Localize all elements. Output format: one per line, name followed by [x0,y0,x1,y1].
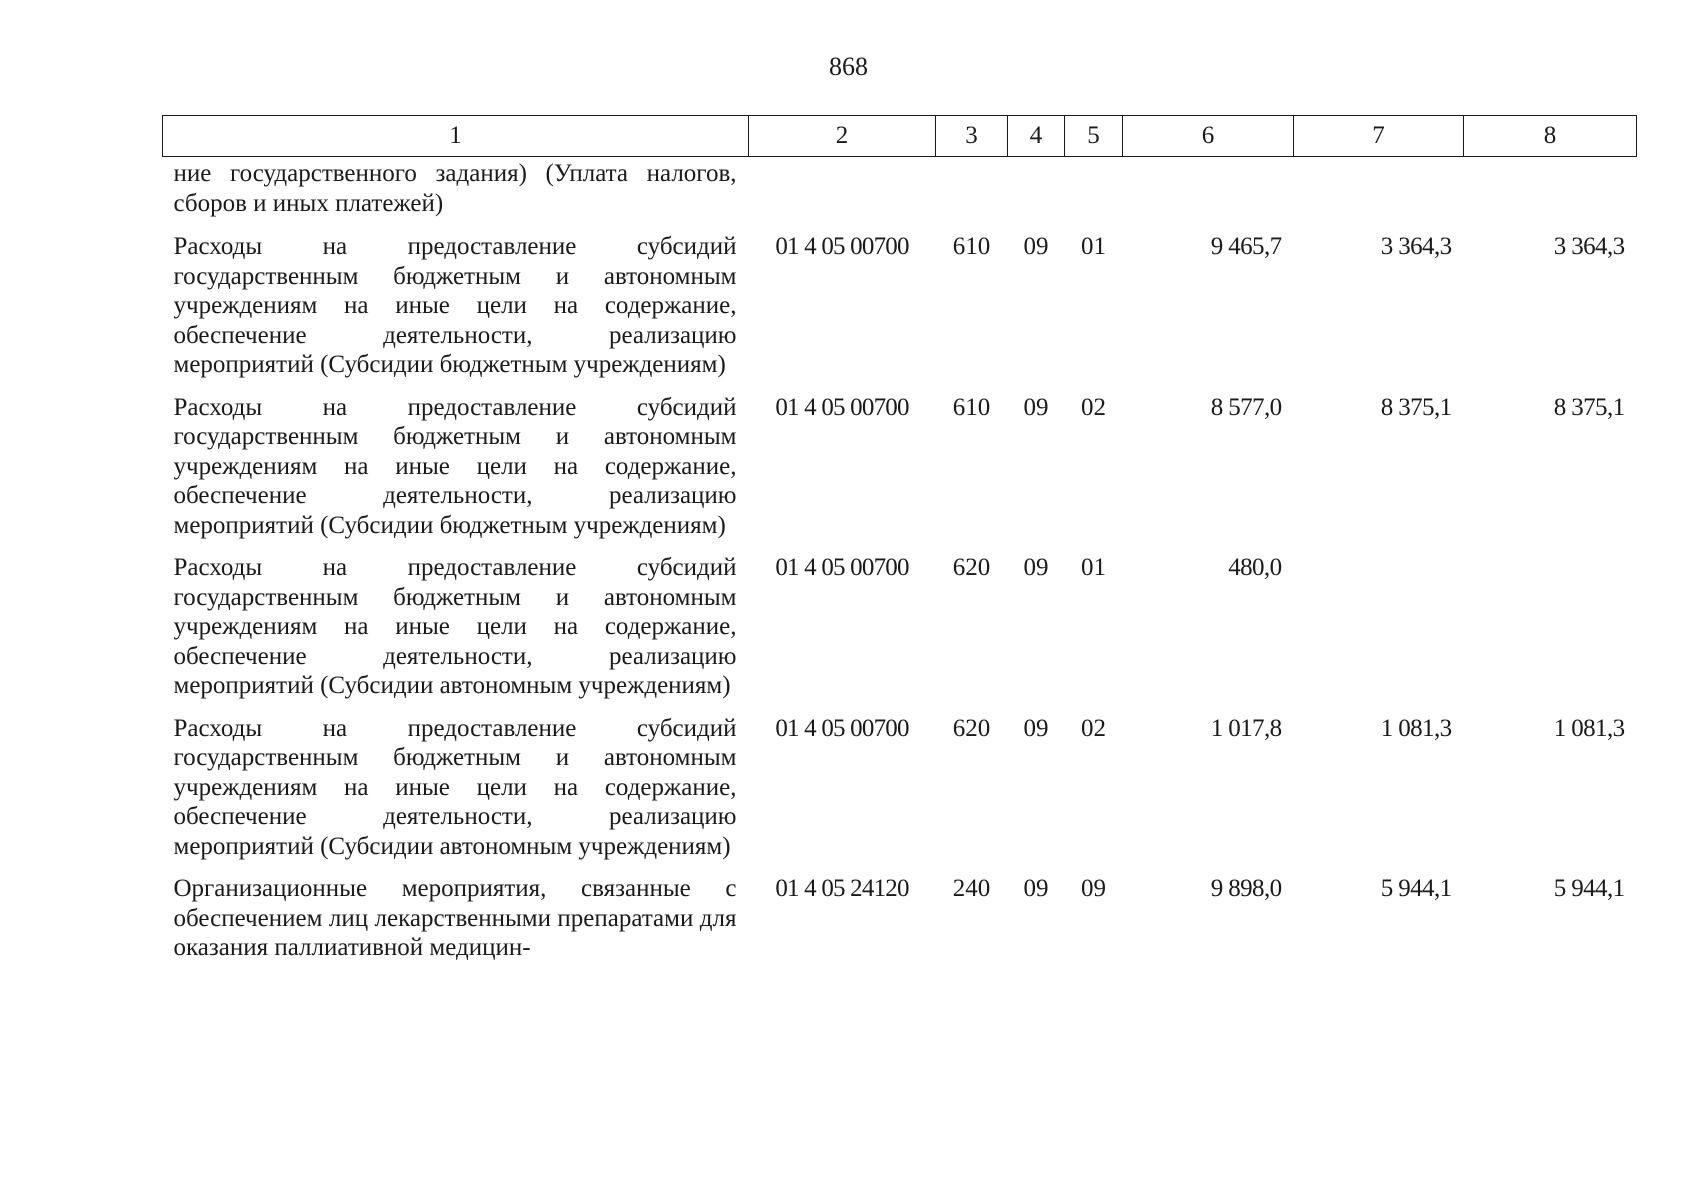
table-row [163,867,1637,969]
row-description: Расходы на предоставление субсидий государственным бюджетным и автономным учреждениям на иные цели на содержание, обеспечение деятельности, реализацию мероприятий (Субсидии автономным учреждениям) [173,714,737,860]
continuation-row [163,157,1637,226]
expense-type-code: 610 [952,233,991,260]
row-description: Организационные мероприятия, связанные с обеспечением лиц лекарственными препаратами для оказания паллиативной медицин- [173,875,737,961]
amount-col-7: 5 944,1 [1380,875,1452,902]
section-code: 09 [1023,233,1049,260]
empty-cell [1008,157,1065,226]
amount-col-7: 8 375,1 [1380,393,1452,421]
header-col-7: 7 [1294,116,1464,157]
budget-table [162,115,1637,969]
amount-col-6: 9 898,0 [1210,875,1282,902]
amount-col-6: 8 577,0 [1210,393,1282,421]
subsection-code: 09 [1081,875,1106,902]
amount-col-8: 1 081,3 [1553,714,1625,742]
target-article-code: 01 4 05 00700 [775,393,909,421]
subsection-code: 01 [1081,554,1106,581]
empty-cell [1294,157,1464,226]
expense-type-code: 620 [952,554,991,581]
target-article-code: 01 4 05 24120 [775,875,909,902]
amount-col-6: 1 017,8 [1210,714,1282,742]
table-row [163,386,1637,547]
amount-col-8: 8 375,1 [1553,393,1625,421]
header-col-3: 3 [936,116,1008,157]
table-row [163,707,1637,868]
header-col-8: 8 [1464,116,1637,157]
header-col-1: 1 [163,116,749,157]
section-code: 09 [1023,554,1049,581]
expense-type-code: 240 [952,875,991,902]
amount-col-6: 480,0 [1228,554,1282,581]
row-description: Расходы на предоставление субсидий государственным бюджетным и автономным учреждениям на иные цели на содержание, обеспечение деятельности, реализацию мероприятий (Субсидии автономным учреждениям) [173,554,737,699]
continuation-text: ние государственного задания) (Уплата налогов, сборов и иных платежей) [173,160,737,217]
empty-cell [1123,157,1294,226]
header-row [163,116,1637,157]
header-col-2: 2 [749,116,936,157]
expense-type-code: 610 [952,393,991,421]
empty-cell [936,157,1008,226]
page-number: 868 [829,52,868,81]
amount-col-8: 3 364,3 [1553,233,1625,260]
empty-cell [1065,157,1123,226]
subsection-code: 02 [1081,393,1106,421]
section-code: 09 [1023,714,1049,742]
header-col-5: 5 [1065,116,1123,157]
amount-col-7: 1 081,3 [1380,714,1452,742]
target-article-code: 01 4 05 00700 [775,714,909,742]
header-col-6: 6 [1123,116,1294,157]
subsection-code: 01 [1081,233,1106,260]
section-code: 09 [1023,393,1049,421]
target-article-code: 01 4 05 00700 [775,233,909,260]
section-code: 09 [1023,875,1049,902]
amount-col-6: 9 465,7 [1210,233,1282,260]
row-description: Расходы на предоставление субсидий государственным бюджетным и автономным учреждениям на иные цели на содержание, обеспечение деятельности, реализацию мероприятий (Субсидии бюджетным учреждениям) [173,233,737,378]
table-row [163,546,1637,707]
amount-col-8: 5 944,1 [1553,875,1625,902]
table-header [163,116,1637,157]
amount-col-8 [1464,546,1637,707]
empty-cell [749,157,936,226]
row-description: Расходы на предоставление субсидий государственным бюджетным и автономным учреждениям на иные цели на содержание, обеспечение деятельности, реализацию мероприятий (Субсидии бюджетным учреждениям) [173,393,737,539]
expense-type-code: 620 [952,714,991,742]
target-article-code: 01 4 05 00700 [775,554,909,581]
empty-cell [1464,157,1637,226]
amount-col-7: 3 364,3 [1380,233,1452,260]
table-body [163,157,1637,969]
header-col-4: 4 [1008,116,1065,157]
table-row [163,225,1637,386]
amount-col-7 [1294,546,1464,707]
subsection-code: 02 [1081,714,1106,742]
